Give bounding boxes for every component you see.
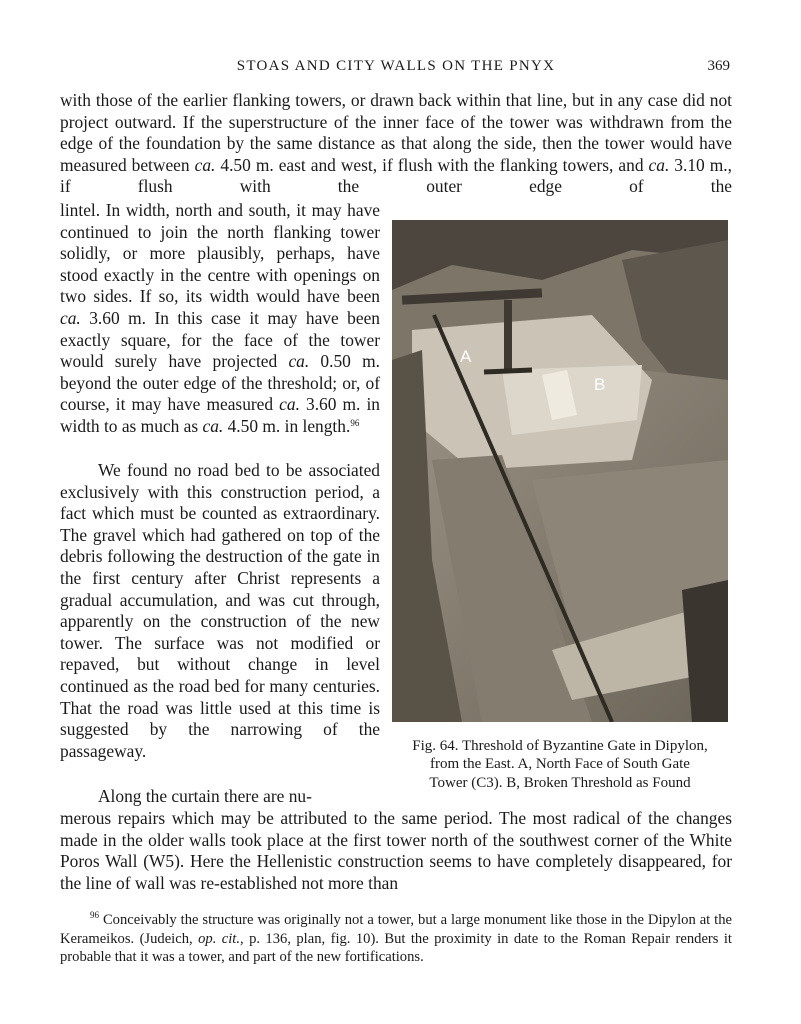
caption-line: Fig. 64. Threshold of Byzantine Gate in Dipylon, xyxy=(412,738,708,754)
running-title: STOAS AND CITY WALLS ON THE PNYX xyxy=(236,58,556,74)
excavation-photo-drawing xyxy=(392,220,728,722)
caption-line: Tower (C3). B, Broken Threshold as Found xyxy=(429,774,691,791)
footnote: $^{96}$ Conceivably the structure was originally not a tower, but a large monument like those in the Dipylon at the Kerameikos. (Judeich, op. cit., p. 136, plan, fig. 10). But the proximity in date to the Roman Repair renders it probable that it was a tower, and part of the new fortifications. xyxy=(60,910,732,966)
footnote-reference: 96 xyxy=(350,417,360,428)
figure-label-a: A xyxy=(460,347,472,366)
paragraph-curtain-first-line: Along the curtain there are nu- xyxy=(98,786,312,806)
paragraph-continuation: lintel. In width, north and south, it may have continued to join the north flanking tower solidly, or more plausibly, perhaps, have stood exactly in the centre with openings on two sides. If so, its width would have been ca. 3.60 m. In this case it may have been exactly square, for the face of the tower would surely have projected ca. 0.50 m. beyond the outer edge of the threshold; or, of course, it may have measured ca. 3.60 m. in width to as much as ca. 4.50 m. in length.$^{96}$ xyxy=(60,200,380,436)
paragraph-curtain-rest: merous repairs which may be attributed to the same period. The most radical of the changes made in the older walls took place at the first tower north of the southwest corner of the White Poros Wall (W5). Here the Hellenistic construction seems to have completely disappeared, for the line of wall was re-established not more than xyxy=(60,808,732,893)
running-head xyxy=(60,56,732,78)
page-number: 369 xyxy=(707,58,730,74)
figure-photograph xyxy=(392,220,728,722)
footnote-number: 96 xyxy=(90,910,99,920)
paragraph-opening: with those of the earlier flanking towers, or drawn back within that line, but in any case did not project outward. If the superstructure of the inner face of the tower was withdrawn from the edge of the foundation by the same distance as that along the side, then the tower would have measured between ca. 4.50 m. east and west, if flush with the flanking towers, and ca. 3.10 m., if flush with the outer edge of the xyxy=(60,90,732,197)
figure-caption xyxy=(386,737,734,792)
caption-line: from the East. A, North Face of South Gate xyxy=(430,756,690,773)
figure-label-b: B xyxy=(594,375,606,394)
paragraph-road-bed: We found no road bed to be associated exclusively with this construction period, a fact which must be counted as extraordinary. The gravel which had gathered on top of the debris following the destruction of the gate in the first century after Christ represents a gradual accumulation, and was cut through, apparently on the construction of the new tower. The surface was not modified or repaved, but without change in level continued as the road bed for many centuries. That the road was little used at this time is suggested by the narrowing of the passageway. xyxy=(60,460,380,761)
